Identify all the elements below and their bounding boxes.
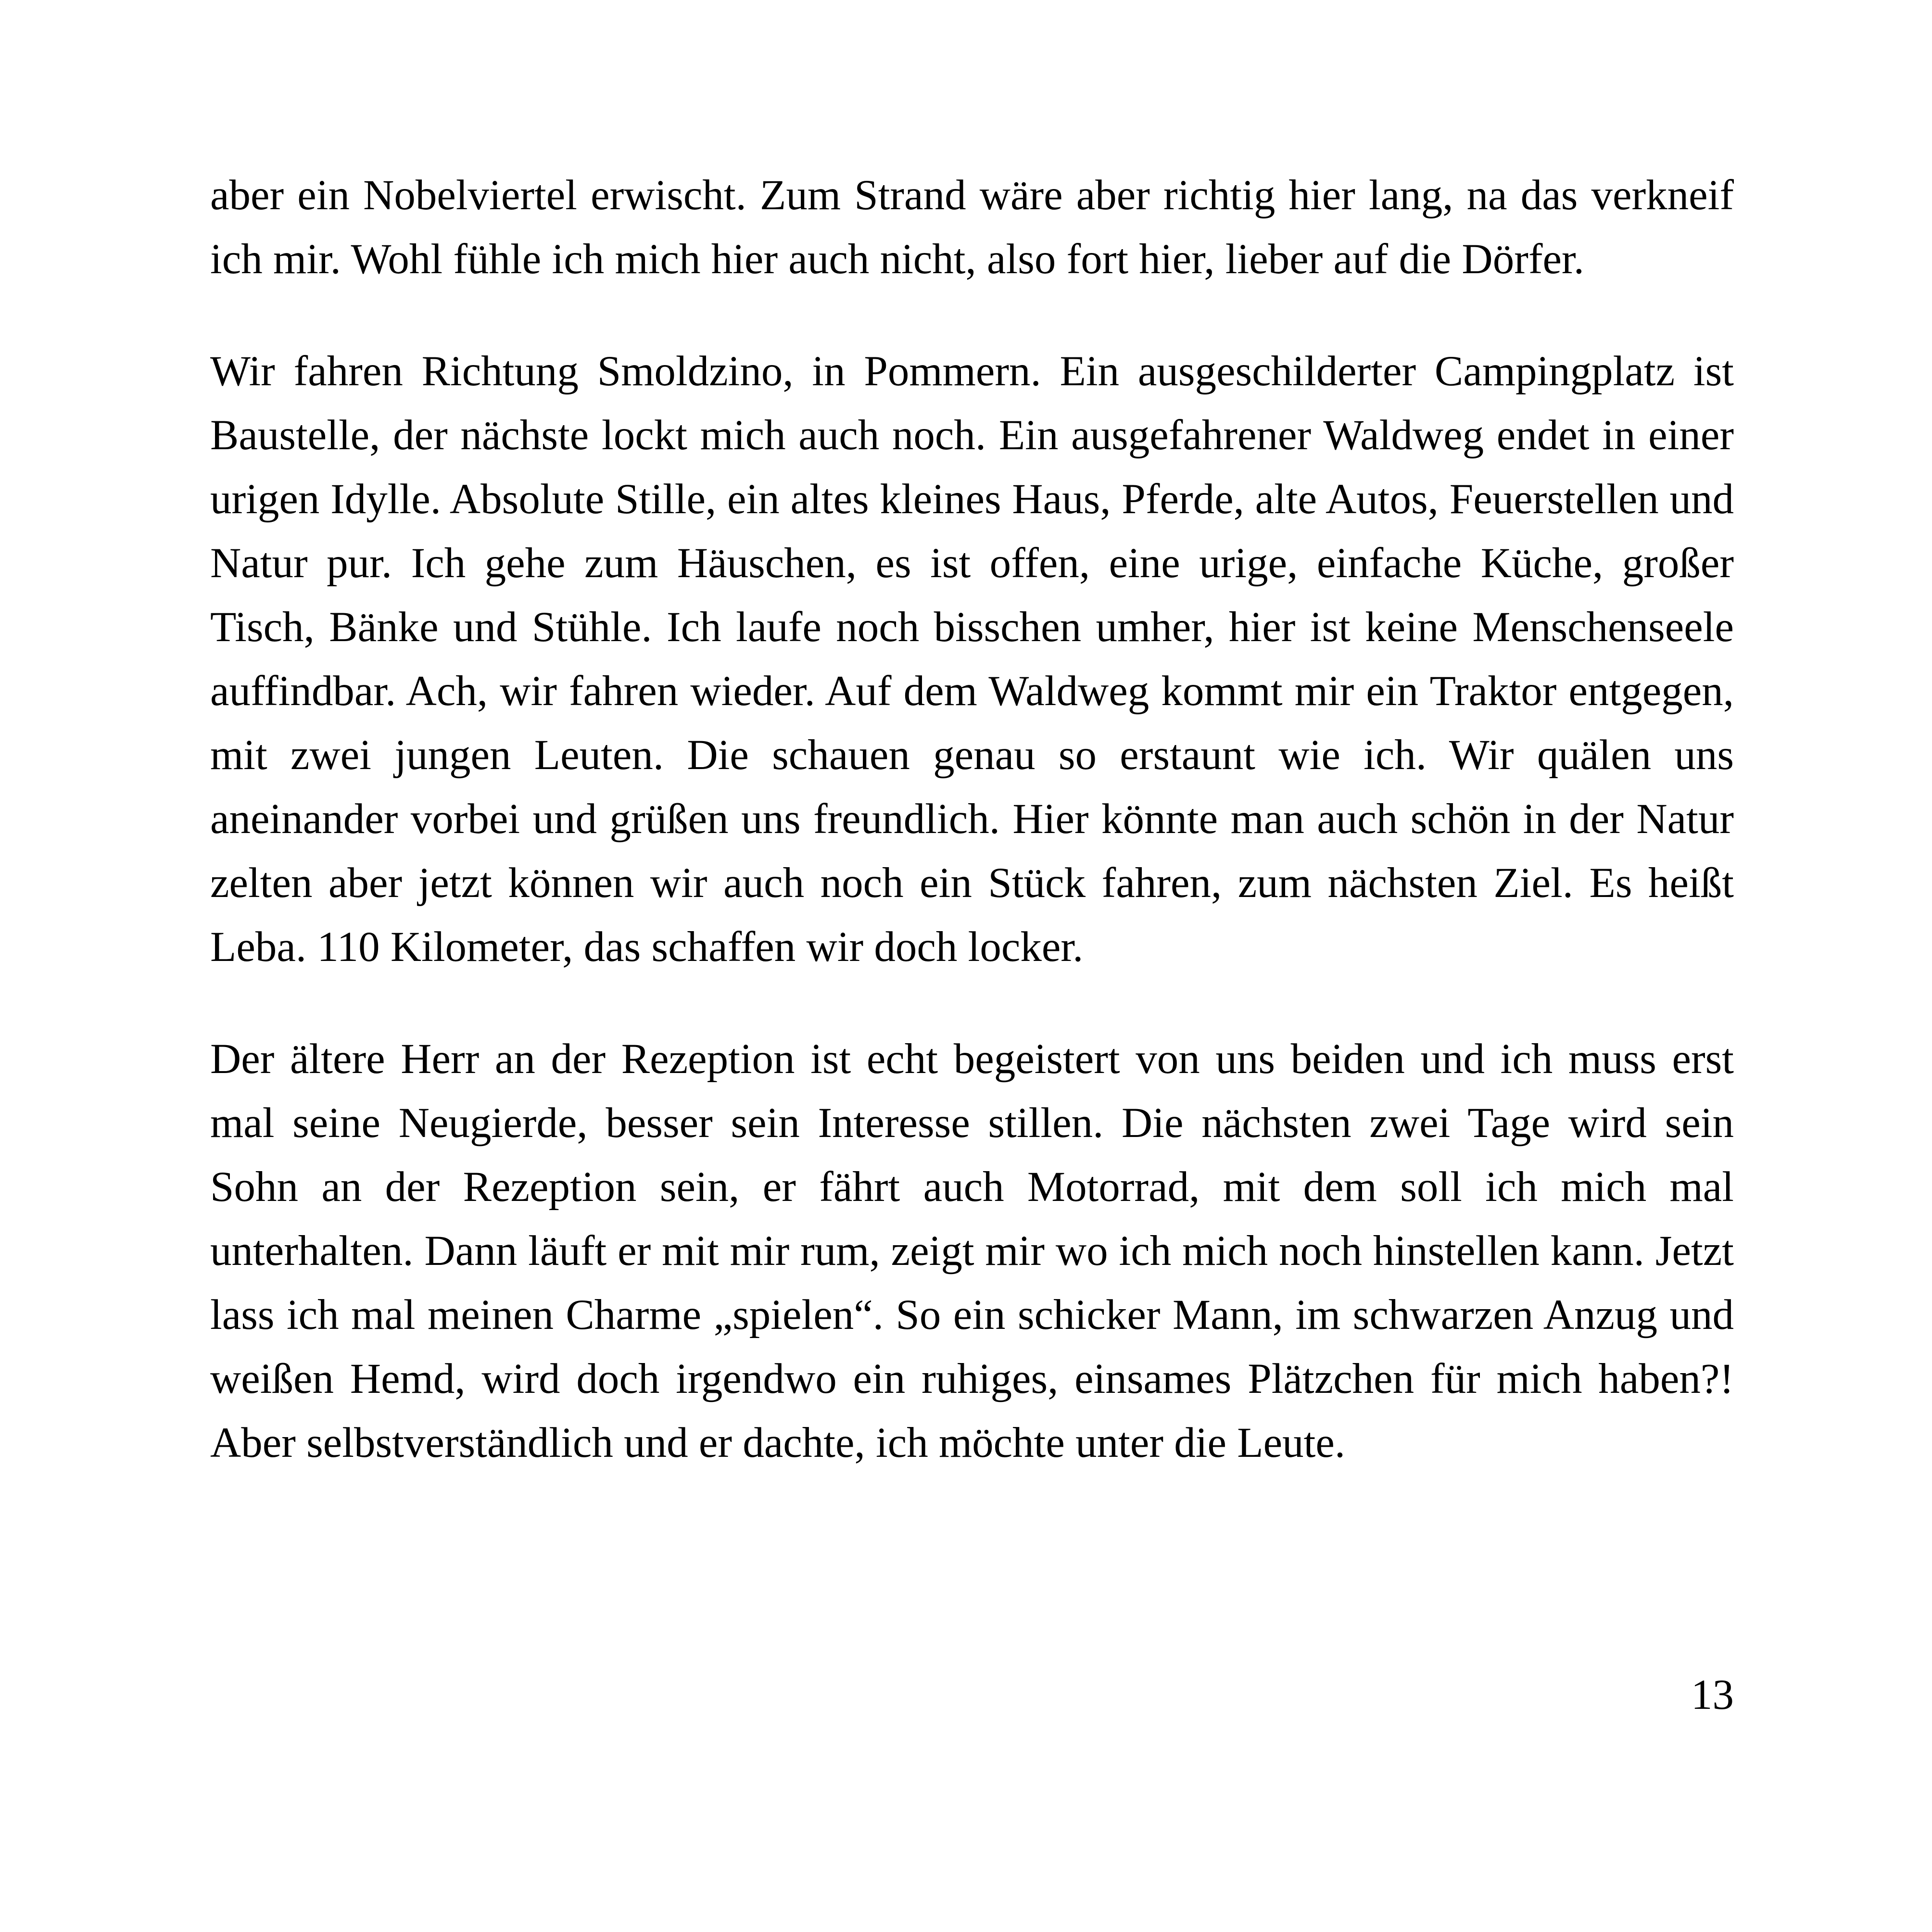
page-text-block [210, 164, 1734, 1475]
page-number: 13 [1691, 1671, 1734, 1718]
paragraph-3: Der ältere Herr an der Rezeption ist echt begeistert von uns beiden und ich muss erst mal seine Neugierde, besser sein Interesse stillen. Die nächsten zwei Tage wird sein Sohn an der Rezeption sein, er fährt auch Motorrad, mit dem soll ich mich mal unterhalten. Dann läuft er mit mir rum, zeigt mir wo ich mich noch hinstellen kann. Jetzt lass ich mal meinen Charme „spielen“. So ein schicker Mann, im schwarzen Anzug und weißen Hemd, wird doch irgendwo ein ruhiges, einsames Plätzchen für mich haben?! Aber selbstverständlich und er dachte, ich möchte unter die Leute. [210, 1035, 1734, 1466]
paragraph-2: Wir fahren Richtung Smoldzino, in Pommern. Ein ausgeschilderter Campingplatz ist Baustelle, der nächste lockt mich auch noch. Ein ausgefahrener Waldweg endet in einer urigen Idylle. Absolute Stille, ein altes kleines Haus, Pferde, alte Autos, Feuerstellen und Natur pur. Ich gehe zum Häuschen, es ist offen, eine urige, einfache Küche, großer Tisch, Bänke und Stühle. Ich laufe noch bisschen umher, hier ist keine Menschenseele auffindbar. Ach, wir fahren wieder. Auf dem Waldweg kommt mir ein Traktor entgegen, mit zwei jungen Leuten. Die schauen genau so erstaunt wie ich. Wir quälen uns aneinander vorbei und grüßen uns freundlich. Hier könnte man auch schön in der Natur zelten aber jetzt können wir auch noch ein Stück fahren, zum nächsten Ziel. Es heißt Leba. 110 Kilometer, das schaffen wir doch locker. [210, 348, 1734, 971]
paragraph-1: aber ein Nobelviertel erwischt. Zum Strand wäre aber richtig hier lang, na das verkneif ich mir. Wohl fühle ich mich hier auch nicht, also fort hier, lieber auf die Dörfer. [210, 172, 1734, 283]
